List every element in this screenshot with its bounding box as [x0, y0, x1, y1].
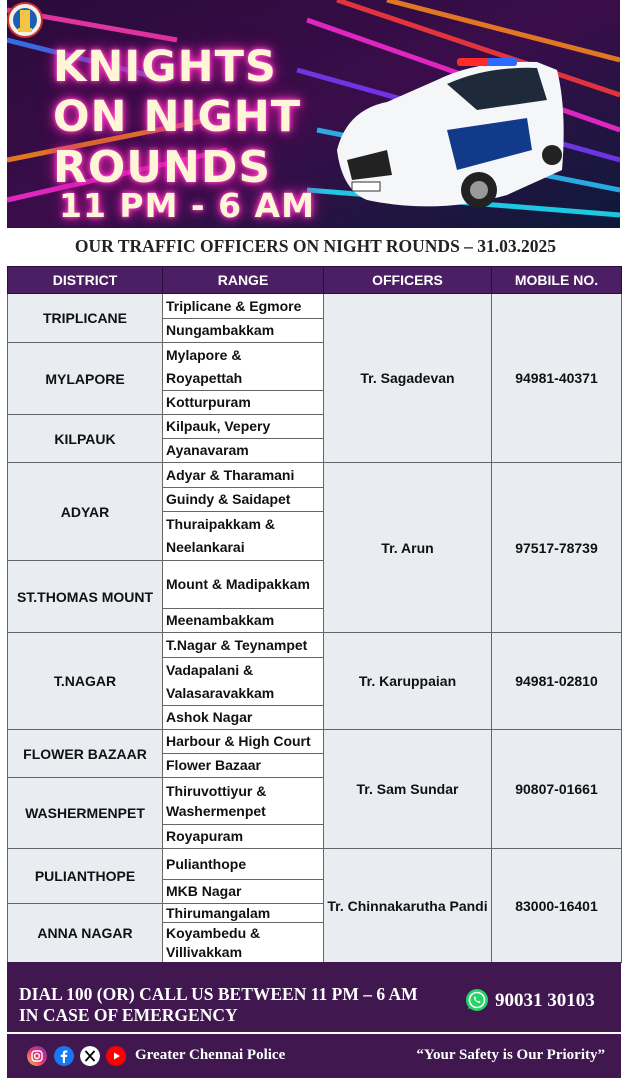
- banner-title-line-2: ON NIGHT: [53, 92, 302, 142]
- district-cell: FLOWER BAZAAR: [8, 730, 163, 778]
- header-mobile: MOBILE NO.: [492, 267, 622, 294]
- range-cell: Triplicane & Egmore: [163, 294, 324, 319]
- range-cell: Pulianthope: [163, 849, 324, 880]
- district-cell: MYLAPORE: [8, 343, 163, 415]
- mobile-cell: 83000-16401: [492, 849, 622, 963]
- header-officers: OFFICERS: [324, 267, 492, 294]
- brand-footer: [7, 1034, 621, 1078]
- district-cell: ST.THOMAS MOUNT: [8, 561, 163, 633]
- range-cell: Guindy & Saidapet: [163, 488, 324, 512]
- officer-cell: Tr. Arun: [324, 463, 492, 633]
- range-cell: T.Nagar & Teynampet: [163, 633, 324, 658]
- district-cell: KILPAUK: [8, 415, 163, 463]
- emergency-message: [19, 984, 418, 1026]
- youtube-icon[interactable]: [106, 1046, 126, 1066]
- officer-cell: Tr. Sam Sundar: [324, 730, 492, 849]
- banner-time: 11 PM - 6 AM: [59, 186, 315, 225]
- mobile-cell: 94981-02810: [492, 633, 622, 730]
- banner-title-line-3: ROUNDS: [53, 142, 272, 193]
- range-cell: Koyambedu & Villivakkam: [163, 923, 324, 963]
- table-row: [8, 730, 622, 754]
- range-cell: Kotturpuram: [163, 391, 324, 415]
- district-cell: TRIPLICANE: [8, 294, 163, 343]
- table-row: [8, 633, 622, 658]
- facebook-icon[interactable]: [54, 1046, 74, 1066]
- emergency-line-1: DIAL 100 (OR) CALL US BETWEEN 11 PM – 6 AM: [19, 984, 418, 1004]
- emergency-banner: [7, 962, 621, 1032]
- header-range: RANGE: [163, 267, 324, 294]
- range-cell: Meenambakkam: [163, 609, 324, 633]
- table-header-row: [8, 267, 622, 294]
- range-cell: Thuraipakkam & Neelankarai: [163, 512, 324, 561]
- brand-tagline: “Your Safety is Our Priority”: [416, 1047, 605, 1063]
- officer-cell: Tr. Chinnakarutha Pandi: [324, 849, 492, 963]
- district-cell: T.NAGAR: [8, 633, 163, 730]
- district-cell: PULIANTHOPE: [8, 849, 163, 904]
- whatsapp-number[interactable]: 90031 30103: [495, 990, 595, 1011]
- range-cell: Harbour & High Court: [163, 730, 324, 754]
- range-cell: Thirumangalam: [163, 904, 324, 923]
- range-cell: Nungambakkam: [163, 319, 324, 343]
- table-row: [8, 294, 622, 319]
- x-icon[interactable]: [80, 1046, 100, 1066]
- range-cell: MKB Nagar: [163, 880, 324, 904]
- district-cell: ANNA NAGAR: [8, 904, 163, 963]
- range-cell: Thiruvottiyur & Washermenpet: [163, 778, 324, 825]
- table-row: [8, 849, 622, 880]
- officer-cell: Tr. Karuppaian: [324, 633, 492, 730]
- range-cell: Flower Bazaar: [163, 754, 324, 778]
- whatsapp-icon: [465, 988, 489, 1012]
- instagram-icon[interactable]: [27, 1046, 47, 1066]
- mobile-cell: 90807-01661: [492, 730, 622, 849]
- banner-title-line-1: KNIGHTS: [53, 42, 277, 92]
- hero-banner: [7, 0, 620, 228]
- mobile-cell: 97517-78739: [492, 463, 622, 633]
- range-cell: Ayanavaram: [163, 439, 324, 463]
- district-cell: WASHERMENPET: [8, 778, 163, 849]
- range-cell: Vadapalani & Valasaravakkam: [163, 658, 324, 706]
- mobile-cell: 94981-40371: [492, 294, 622, 463]
- officers-table: [7, 266, 622, 963]
- district-cell: ADYAR: [8, 463, 163, 561]
- range-cell: Royapuram: [163, 825, 324, 849]
- range-cell: Adyar & Tharamani: [163, 463, 324, 488]
- range-cell: Mount & Madipakkam: [163, 561, 324, 609]
- range-cell: Kilpauk, Vepery: [163, 415, 324, 439]
- tamil-nadu-emblem-icon: [7, 0, 43, 40]
- page-subtitle: OUR TRAFFIC OFFICERS ON NIGHT ROUNDS – 31.03.2025: [74, 236, 557, 256]
- brand-name: Greater Chennai Police: [135, 1047, 286, 1063]
- emergency-line-2: IN CASE OF EMERGENCY: [19, 1005, 238, 1025]
- table-row: [8, 463, 622, 488]
- range-cell: Ashok Nagar: [163, 706, 324, 730]
- range-cell: Mylapore & Royapettah: [163, 343, 324, 391]
- header-district: DISTRICT: [8, 267, 163, 294]
- officer-cell: Tr. Sagadevan: [324, 294, 492, 463]
